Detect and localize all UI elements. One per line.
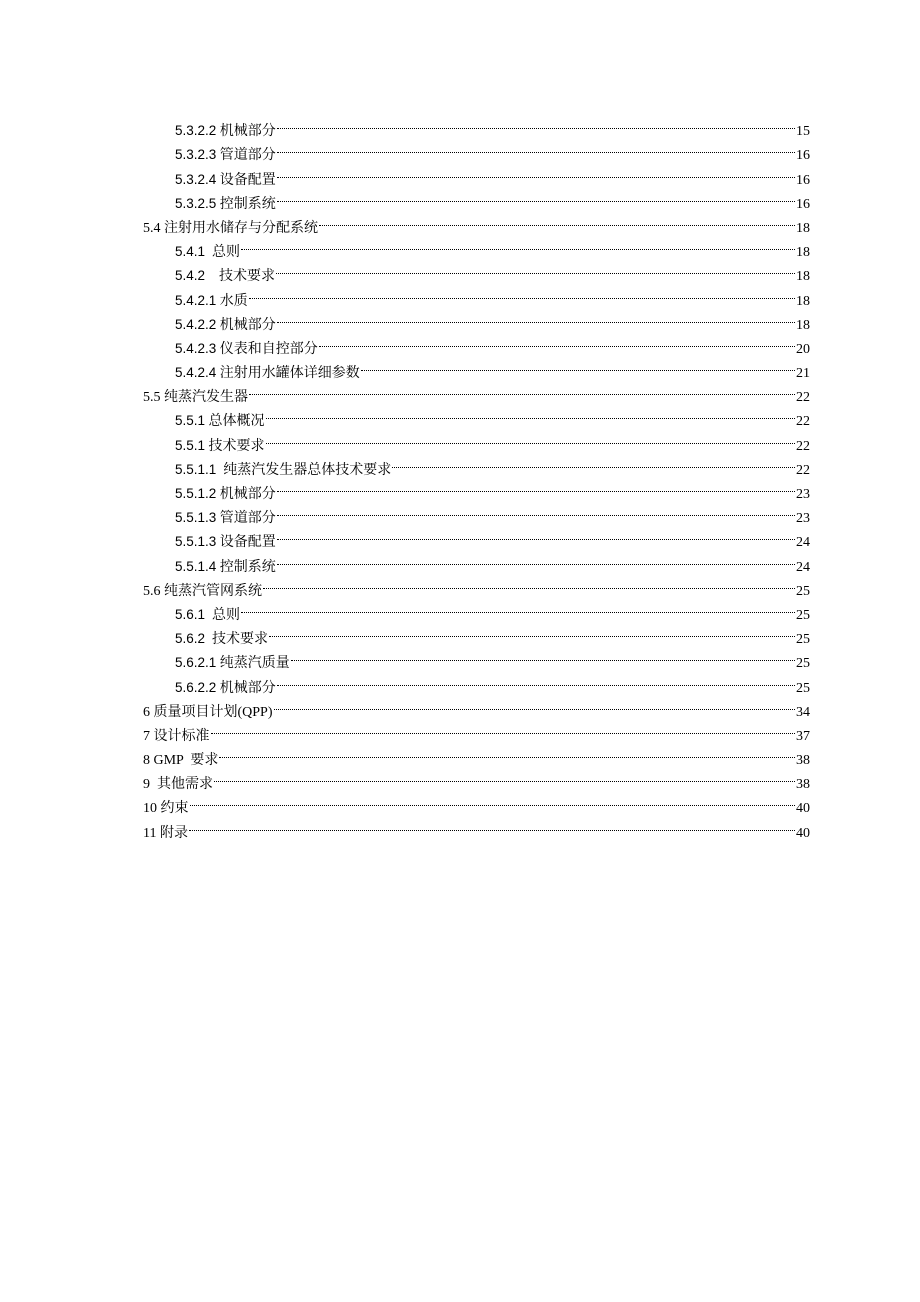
toc-entry[interactable] bbox=[143, 619, 810, 648]
toc-entry-number: 11 bbox=[143, 825, 157, 841]
toc-dot-leader bbox=[277, 111, 795, 135]
toc-entry-page: 18 bbox=[796, 220, 810, 236]
toc-entry[interactable] bbox=[143, 111, 810, 140]
toc-entry-title: 水质 bbox=[216, 293, 248, 309]
toc-dot-leader bbox=[219, 740, 795, 764]
toc-entry-page: 40 bbox=[796, 825, 810, 841]
toc-entry-number: 5.3.2.3 bbox=[175, 147, 217, 163]
toc-dot-leader bbox=[277, 184, 795, 208]
toc-entry-title: 附录 bbox=[156, 825, 188, 841]
toc-entry-title: 控制系统 bbox=[216, 196, 276, 212]
toc-dot-leader bbox=[249, 280, 795, 304]
toc-entry[interactable] bbox=[143, 812, 810, 841]
toc-dot-leader bbox=[277, 667, 795, 691]
toc-entry-number: 7 bbox=[143, 728, 150, 744]
toc-entry-page: 18 bbox=[796, 317, 810, 333]
toc-entry-title: 总则 bbox=[205, 607, 241, 623]
toc-entry-number: 5.3.2.2 bbox=[175, 123, 217, 139]
toc-entry-title: 设备配置 bbox=[216, 172, 276, 188]
toc-entry-page: 38 bbox=[796, 753, 810, 769]
toc-dot-leader bbox=[249, 377, 795, 401]
toc-entry-title: 仪表和自控部分 bbox=[216, 341, 318, 357]
toc-dot-leader bbox=[277, 546, 795, 570]
toc-entry-page: 20 bbox=[796, 341, 810, 357]
toc-entry-title: GMP 要求 bbox=[150, 753, 219, 769]
toc-entry-page: 15 bbox=[796, 124, 810, 140]
toc-entry-page: 22 bbox=[796, 390, 810, 406]
toc-dot-leader bbox=[361, 353, 795, 377]
toc-entry-page: 22 bbox=[796, 438, 810, 454]
toc-entry-title: 注射用水储存与分配系统 bbox=[160, 220, 318, 236]
toc-entry-page: 25 bbox=[796, 607, 810, 623]
toc-entry-number: 5.6.1 bbox=[175, 606, 206, 622]
toc-entry-title: 技术要求 bbox=[205, 632, 269, 648]
toc-entry-page: 37 bbox=[796, 728, 810, 744]
toc-entry-number: 10 bbox=[143, 801, 157, 817]
toc-entry-page: 18 bbox=[796, 245, 810, 261]
toc-entry-page: 25 bbox=[796, 632, 810, 648]
toc-entry[interactable] bbox=[143, 764, 810, 793]
toc-dot-leader bbox=[319, 329, 795, 353]
toc-entry-number: 5.4.2.3 bbox=[175, 340, 217, 356]
toc-entry-title: 设计标准 bbox=[150, 728, 210, 744]
toc-entry-title: 纯蒸汽质量 bbox=[216, 656, 290, 672]
toc-entry-number: 5.3.2.4 bbox=[175, 171, 217, 187]
toc-entry-title: 技术要求 bbox=[205, 269, 276, 285]
toc-dot-leader bbox=[277, 305, 795, 329]
toc-entry-page: 38 bbox=[796, 777, 810, 793]
toc-dot-leader bbox=[190, 788, 796, 812]
toc-entry[interactable] bbox=[143, 716, 810, 744]
toc-entry-number: 9 bbox=[143, 777, 150, 793]
toc-entry-page: 23 bbox=[796, 511, 810, 527]
toc-dot-leader bbox=[277, 474, 795, 498]
toc-dot-leader bbox=[241, 595, 795, 619]
toc-entry-number: 5.4.2.4 bbox=[175, 365, 217, 381]
toc-dot-leader bbox=[269, 619, 795, 643]
toc-entry-number: 5.4.2.2 bbox=[175, 316, 217, 332]
toc-entry-title: 技术要求 bbox=[205, 438, 265, 454]
toc-entry-title: 机械部分 bbox=[216, 124, 276, 140]
toc-entry-number: 5.4.1 bbox=[175, 244, 206, 260]
toc-entry-page: 22 bbox=[796, 462, 810, 478]
toc-dot-leader bbox=[392, 450, 795, 474]
toc-entry-number: 5.6.2.1 bbox=[175, 655, 217, 671]
toc-entry-page: 22 bbox=[796, 414, 810, 430]
toc-entry-number: 5.5.1.2 bbox=[175, 486, 217, 501]
toc-entry-page: 18 bbox=[796, 269, 810, 285]
toc-entry-number: 6 bbox=[143, 704, 150, 720]
toc-dot-leader bbox=[266, 401, 795, 425]
toc-dot-leader bbox=[276, 256, 795, 280]
toc-entry[interactable] bbox=[143, 232, 810, 261]
toc-dot-leader bbox=[277, 498, 795, 522]
toc-dot-leader bbox=[266, 425, 795, 449]
toc-entry-number: 5.5.1.1 bbox=[175, 461, 217, 477]
toc-entry-page: 25 bbox=[796, 680, 810, 696]
toc-entry-number: 5.5.1.3 bbox=[175, 510, 217, 526]
toc-entry-title: 设备配置 bbox=[216, 535, 276, 551]
toc-entry-page: 25 bbox=[796, 656, 810, 672]
toc-entry-number: 5.6 bbox=[143, 583, 161, 599]
toc-entry-title: 注射用水罐体详细参数 bbox=[216, 366, 360, 382]
toc-entry-title: 机械部分 bbox=[216, 487, 276, 502]
toc-dot-leader bbox=[277, 522, 795, 546]
toc-entry-page: 25 bbox=[796, 583, 810, 599]
toc-entry-title: 其他需求 bbox=[150, 777, 213, 793]
toc-dot-leader bbox=[277, 159, 795, 183]
toc-entry-page: 24 bbox=[796, 559, 810, 575]
toc-entry-number: 5.5.1 bbox=[175, 437, 206, 453]
toc-dot-leader bbox=[211, 716, 796, 740]
table-of-contents bbox=[143, 111, 810, 841]
toc-dot-leader bbox=[189, 812, 795, 836]
toc-dot-leader bbox=[214, 764, 795, 788]
toc-entry-title: 管道部分 bbox=[216, 148, 276, 164]
toc-entry-page: 16 bbox=[796, 172, 810, 188]
toc-entry-number: 5.6.2.2 bbox=[175, 679, 217, 695]
toc-entry-title: 纯蒸汽发生器总体技术要求 bbox=[216, 462, 392, 478]
toc-entry-page: 24 bbox=[796, 535, 810, 551]
toc-entry-title: 总体概况 bbox=[205, 414, 265, 430]
toc-entry-number: 5.5.1.3 bbox=[175, 534, 217, 550]
toc-entry-title: 约束 bbox=[157, 801, 189, 817]
toc-entry-title: 机械部分 bbox=[216, 680, 276, 696]
toc-dot-leader bbox=[274, 692, 795, 716]
toc-entry-number: 5.4.2.1 bbox=[175, 292, 217, 308]
toc-entry-title: 管道部分 bbox=[216, 511, 276, 527]
toc-entry-title: 控制系统 bbox=[216, 559, 276, 575]
toc-entry[interactable] bbox=[143, 595, 810, 623]
toc-entry-page: 34 bbox=[796, 704, 810, 720]
toc-dot-leader bbox=[263, 571, 795, 595]
toc-entry-page: 16 bbox=[796, 196, 810, 212]
toc-entry-number: 5.6.2 bbox=[175, 631, 206, 647]
toc-entry-number: 5.5 bbox=[143, 390, 161, 406]
toc-entry-number: 5.4.2 bbox=[175, 268, 206, 284]
toc-entry-title: 总则 bbox=[205, 245, 241, 261]
toc-dot-leader bbox=[291, 643, 795, 667]
toc-entry-number: 5.4 bbox=[143, 220, 161, 236]
toc-dot-leader bbox=[241, 232, 795, 256]
toc-dot-leader bbox=[277, 135, 795, 159]
toc-entry-page: 23 bbox=[796, 487, 810, 502]
toc-entry[interactable] bbox=[143, 740, 810, 769]
toc-entry-page: 16 bbox=[796, 148, 810, 164]
toc-entry-number: 5.3.2.5 bbox=[175, 195, 217, 211]
toc-entry-page: 40 bbox=[796, 801, 810, 817]
toc-entry-title: 纯蒸汽管网系统 bbox=[160, 583, 262, 599]
toc-entry-number: 8 bbox=[143, 753, 150, 769]
toc-entry[interactable] bbox=[143, 256, 810, 285]
toc-entry[interactable] bbox=[143, 788, 810, 817]
toc-entry-page: 21 bbox=[796, 366, 810, 382]
toc-entry-number: 5.5.1.4 bbox=[175, 558, 217, 574]
toc-entry-number: 5.5.1 bbox=[175, 413, 206, 429]
toc-entry-page: 18 bbox=[796, 293, 810, 309]
toc-entry-title: 纯蒸汽发生器 bbox=[160, 390, 248, 406]
toc-entry-title: 质量项目计划(QPP) bbox=[150, 704, 273, 720]
toc-dot-leader bbox=[319, 208, 795, 232]
toc-entry-title: 机械部分 bbox=[216, 317, 276, 333]
